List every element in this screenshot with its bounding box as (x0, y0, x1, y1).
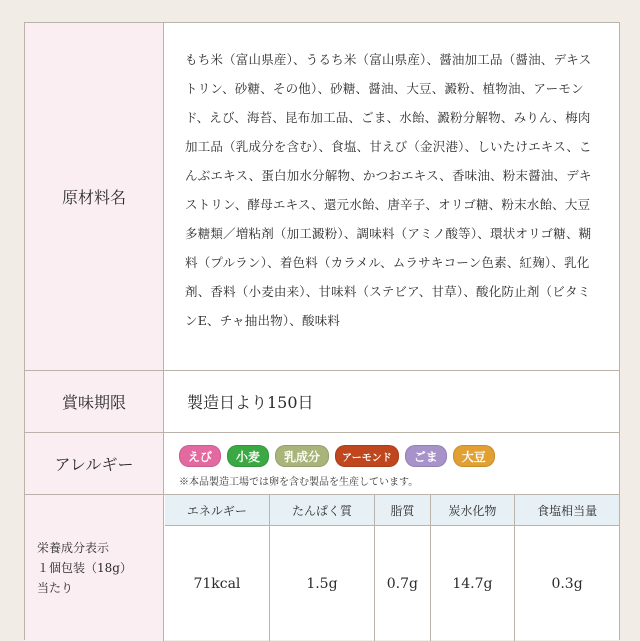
nutrition-value-energy: 71kcal (165, 526, 269, 641)
nutrition-header-fat: 脂質 (375, 495, 431, 526)
nutrition-label (25, 495, 164, 641)
nutrition-header-protein: たんぱく質 (269, 495, 374, 526)
allergen-badge-sesame: ごま (405, 445, 447, 467)
ingredients-text: もち米（富山県産）、うるち米（富山県産）、醤油加工品（醤油、デキストリン、砂糖、その他）、砂糖、醤油、大豆、澱粉、植物油、アーモンド、えび、海苔、昆布加工品、ごま、水飴、澱粉分解物、みりん、梅肉加工品（乳成分を含む）、食塩、甘えび（金沢港）、しいたけエキス、こんぶエキス、蛋白加水分解物、かつおエキス、香味油、粉末醤油、デキストリン、酵母エキス、還元水飴、唐辛子、オリゴ糖、粉末水飴、大豆多糖類／増粘剤（加工澱粉）、調味料（アミノ酸等）、環状オリゴ糖、糊料（プルラン）、着色料（カラメル、ムラサキコーン色素、紅麹）、乳化剤、香料（小麦由来）、甘味料（ステビア、甘草）、酸化防止剤（ビタミンE、チャ抽出物）、酸味料 (165, 23, 619, 370)
allergen-badge-wheat: 小麦 (227, 445, 269, 467)
nutrition-value-salt: 0.3g (515, 526, 619, 641)
nutrition-table (165, 495, 619, 641)
nutrition-value-row (165, 526, 619, 641)
nutrition-content (165, 495, 619, 641)
allergy-label: アレルギー (25, 433, 164, 494)
allergen-badge-shrimp: えび (179, 445, 221, 467)
nutrition-label-line2: １個包装（18g） (37, 558, 132, 578)
nutrition-row (25, 495, 619, 641)
allergy-row (25, 433, 619, 495)
ingredients-row (25, 23, 619, 371)
nutrition-header-carbs: 炭水化物 (430, 495, 515, 526)
allergen-note: ※本品製造工場では卵を含む製品を生産しています。 (179, 473, 418, 488)
ingredients-label: 原材料名 (25, 23, 164, 370)
expiry-label: 賞味期限 (25, 371, 164, 432)
nutrition-value-carbs: 14.7g (430, 526, 515, 641)
nutrition-header-energy: エネルギー (165, 495, 269, 526)
product-info-sheet (24, 22, 620, 640)
nutrition-header-row (165, 495, 619, 526)
nutrition-label-line1: 栄養成分表示 (37, 538, 109, 558)
nutrition-value-protein: 1.5g (269, 526, 374, 641)
allergy-content (165, 433, 619, 494)
allergen-badge-soy: 大豆 (453, 445, 495, 467)
allergen-badge-milk: 乳成分 (275, 445, 329, 467)
nutrition-label-line3: 当たり (37, 578, 73, 598)
expiry-row (25, 371, 619, 433)
expiry-value: 製造日より150日 (165, 371, 619, 432)
allergen-badges (179, 445, 495, 467)
nutrition-header-salt: 食塩相当量 (515, 495, 619, 526)
allergen-badge-almond: アーモンド (335, 445, 399, 467)
nutrition-value-fat: 0.7g (375, 526, 431, 641)
